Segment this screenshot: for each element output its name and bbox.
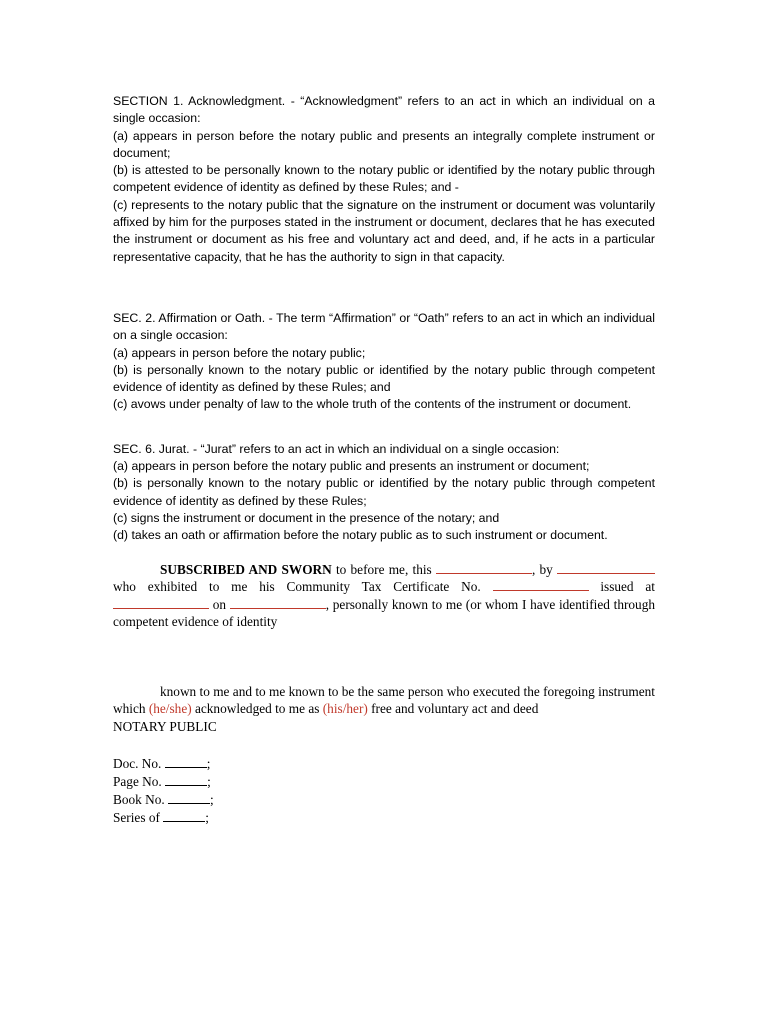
pronoun-his-her: (his/her) xyxy=(322,701,368,717)
spacer xyxy=(113,266,655,310)
affiant-name-blank[interactable] xyxy=(557,561,655,574)
section-2-item-c: (c) avows under penalty of law to the whole truth of the contents of the instrument or document. xyxy=(113,397,632,412)
section-2-item-a: (a) appears in person before the notary public; xyxy=(113,345,366,360)
section-2-heading: SEC. 2. Affirmation or Oath. - The term “Affirmation” or “Oath” refers to an act in which an individual on a single occasion: xyxy=(113,310,655,343)
section-1-heading: SECTION 1. Acknowledgment. - “Acknowledgment” refers to an act in which an individual on a single occasion: xyxy=(113,94,655,126)
doc-no-row: Doc. No. ; xyxy=(113,756,211,772)
doc-register-block xyxy=(113,755,655,827)
document-page xyxy=(113,93,655,827)
acknowledgment-paragraph: known to me and to me known to be the same person who executed the foregoing instrument which (he/she) acknowledged to me as (his/her) free and voluntary act and deed xyxy=(113,683,655,717)
notary-public-label: NOTARY PUBLIC xyxy=(113,718,217,734)
acknowledgment-block xyxy=(113,683,655,736)
date-blank[interactable] xyxy=(436,561,532,574)
section-1-item-a: (a) appears in person before the notary public and presents an integrally complete instrument or document; xyxy=(113,128,655,160)
ctc-number-blank[interactable] xyxy=(493,578,589,591)
section-6-heading: SEC. 6. Jurat. - “Jurat” refers to an act in which an individual on a single occasion: xyxy=(113,441,560,456)
jurat-block xyxy=(113,561,655,631)
section-2-item-b: (b) is personally known to the notary public or identified by the notary public through competent evidence of identity as defined by these Rules; and xyxy=(113,362,655,395)
page-no-blank[interactable] xyxy=(165,773,207,786)
section-6-item-d: (d) takes an oath or affirmation before the notary public as to such instrument or document. xyxy=(113,528,608,543)
issued-on-blank[interactable] xyxy=(230,596,326,609)
page-no-row: Page No. ; xyxy=(113,774,211,790)
series-of-row: Series of ; xyxy=(113,810,209,826)
section-6-item-a: (a) appears in person before the notary public and presents an instrument or document; xyxy=(113,459,590,474)
spacer xyxy=(113,414,655,441)
issued-at-blank[interactable] xyxy=(113,596,209,609)
series-of-blank[interactable] xyxy=(163,809,205,822)
jurat-paragraph: SUBSCRIBED AND SWORN to before me, this , by who exhibited to me his Community Tax Certificate No. issued at on , personally known to me (or whom I have identified through competent evidence of identity xyxy=(113,561,655,630)
pronoun-he-she: (he/she) xyxy=(148,701,192,717)
section-2-affirmation-oath xyxy=(113,310,655,414)
section-6-item-c: (c) signs the instrument or document in the presence of the notary; and xyxy=(113,510,500,525)
section-1-item-c: (c) represents to the notary public that the signature on the instrument or document was voluntarily affixed by him for the purposes stated in the instrument or document, declares that he has executed the instrument or document as his free and voluntary act and deed, and, if he acts in a particular representative capacity, that he has the authority to sign in that capacity. xyxy=(113,197,655,264)
section-1-item-b: (b) is attested to be personally known to the notary public or identified by the notary public through competent evidence of identity as defined by these Rules; and - xyxy=(113,163,655,195)
book-no-row: Book No. ; xyxy=(113,792,214,808)
doc-no-blank[interactable] xyxy=(165,755,207,768)
section-1-acknowledgment xyxy=(113,93,655,266)
section-6-jurat xyxy=(113,441,655,545)
jurat-bold-lead: SUBSCRIBED AND SWORN xyxy=(160,561,332,577)
book-no-blank[interactable] xyxy=(168,791,210,804)
section-6-item-b: (b) is personally known to the notary public or identified by the notary public through competent evidence of identity as defined by these Rules; xyxy=(113,476,655,508)
